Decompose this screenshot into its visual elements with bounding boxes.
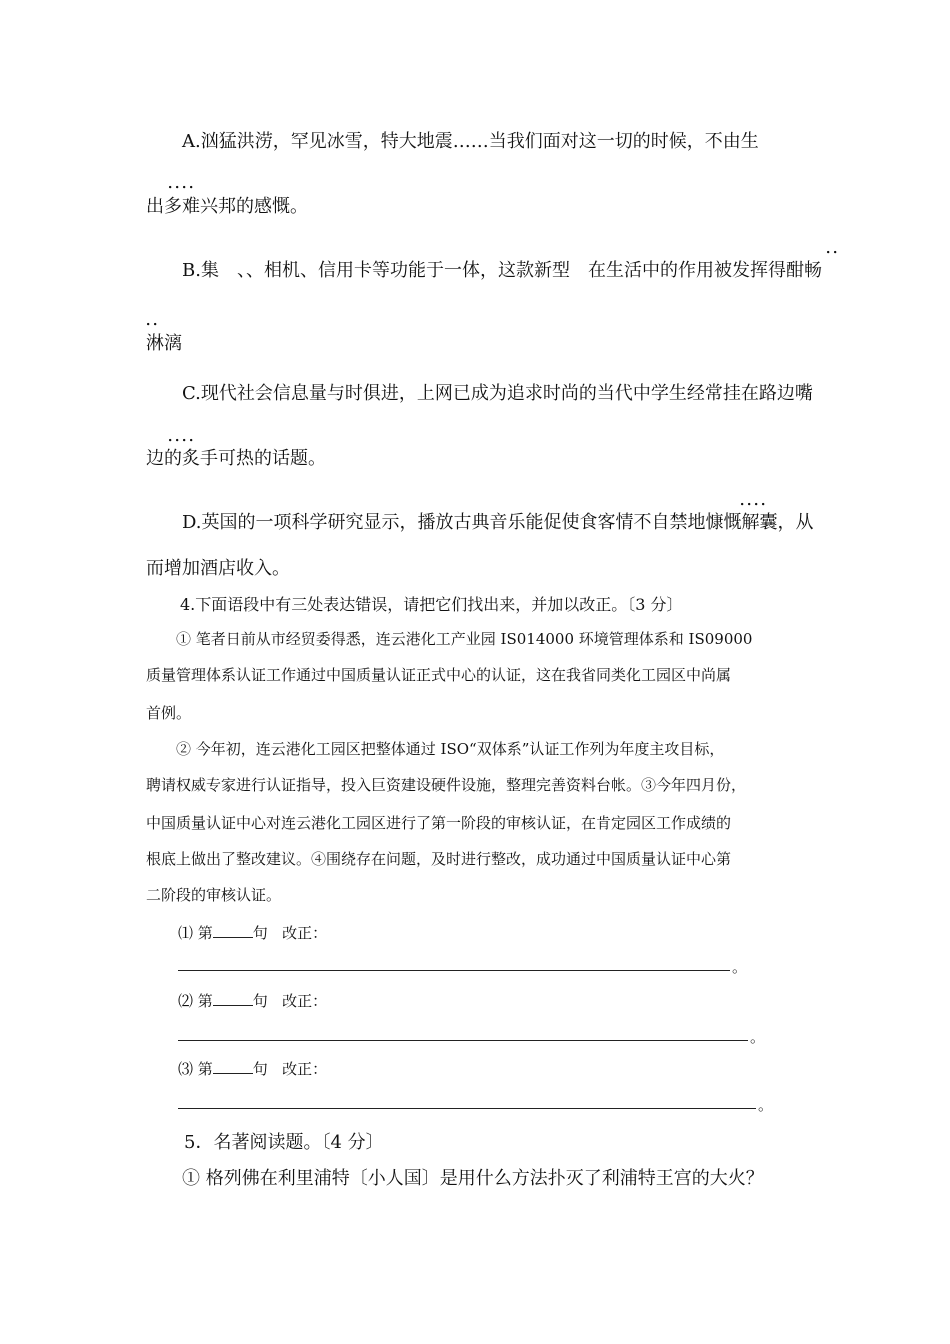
answer-2-number: ⑵ 第 xyxy=(178,992,213,1010)
answer-2-line[interactable] xyxy=(178,1040,748,1041)
paragraph-1-line1: ① 笔者日前从市经贸委得悉，连云港化工产业园 IS014000 环境管理体系和 IS09000 xyxy=(176,630,753,648)
answer-1-blank[interactable] xyxy=(213,923,253,938)
option-d-line2: 而增加酒店收入。 xyxy=(146,558,290,579)
paragraph-1-line3: 首例。 xyxy=(146,704,192,722)
answer-3-line[interactable] xyxy=(178,1108,756,1109)
emphasis-dots-kangkaijienang: ．．．． xyxy=(740,493,775,509)
option-d-line1: D.英国的一项科学研究显示，播放古典音乐能促使食客情不自禁地慷慨解囊，从 xyxy=(182,512,814,533)
answer-1-fix-label: 改正： xyxy=(282,924,328,942)
question-5-title: 5．名著阅读题。〔4 分〕 xyxy=(184,1132,384,1153)
answer-1-prompt xyxy=(178,922,327,943)
option-c-line2: 边的炙手可热的话题。 xyxy=(146,448,326,469)
paragraph-2-line2: 聘请权威专家进行认证指导，投入巨资建设硬件设施，整理完善资料台帐。③今年四月份， xyxy=(146,776,747,794)
paragraph-2-line1: ② 今年初，连云港化工园区把整体通过 ISO“双体系”认证工作列为年度主攻目标， xyxy=(176,740,725,758)
question-5-item-1: ① 格列佛在利里浦特〔小人国〕是用什么方法扑灭了利浦特王宫的大火？ xyxy=(182,1168,764,1189)
emphasis-dots-duonanxingbang: ．．．． xyxy=(168,176,203,192)
paragraph-2-line4: 根底上做出了整改建议。④围绕存在问题，及时进行整改，成功通过中国质量认证中心第 xyxy=(146,850,732,868)
answer-1-number: ⑴ 第 xyxy=(178,924,213,942)
answer-2-period: 。 xyxy=(750,1028,766,1046)
answer-1-period: 。 xyxy=(732,958,748,976)
emphasis-dots-zhishoukere: ．．．． xyxy=(168,429,203,445)
answer-2-prompt xyxy=(178,990,327,1011)
answer-1-sentence: 句 xyxy=(252,924,268,942)
answer-3-blank[interactable] xyxy=(213,1059,253,1074)
option-a-line2: 出多难兴邦的感慨。 xyxy=(146,196,308,217)
answer-1-line[interactable] xyxy=(178,970,730,971)
answer-2-fix-label: 改正： xyxy=(282,992,328,1010)
paragraph-2-line5: 二阶段的审核认证。 xyxy=(146,886,282,904)
answer-2-blank[interactable] xyxy=(213,991,253,1006)
emphasis-dots-linli: ．． xyxy=(146,313,167,329)
answer-3-fix-label: 改正： xyxy=(282,1060,328,1078)
emphasis-dots-hanchang: ．． xyxy=(826,241,847,257)
option-a-line1: A.汹猛洪涝，罕见冰雪，特大地震……当我们面对这一切的时候，不由生 xyxy=(182,131,759,152)
answer-3-sentence: 句 xyxy=(252,1060,268,1078)
paragraph-1-line2: 质量管理体系认证工作通过中国质量认证正式中心的认证，这在我省同类化工园区中尚属 xyxy=(146,666,732,684)
option-b-line1: B.集 、、相机、信用卡等功能于一体，这款新型 在生活中的作用被发挥得酣畅 xyxy=(182,260,822,281)
answer-3-period: 。 xyxy=(758,1096,774,1114)
option-b-line2: 淋漓 xyxy=(146,333,182,354)
question-4-title: 4.下面语段中有三处表达错误，请把它们找出来，并加以改正。〔3 分〕 xyxy=(180,595,683,614)
option-c-line1: C.现代社会信息量与时俱进，上网已成为追求时尚的当代中学生经常挂在路边嘴 xyxy=(182,383,813,404)
answer-2-sentence: 句 xyxy=(252,992,268,1010)
answer-3-prompt xyxy=(178,1058,327,1079)
answer-3-number: ⑶ 第 xyxy=(178,1060,213,1078)
paragraph-2-line3: 中国质量认证中心对连云港化工园区进行了第一阶段的审核认证，在肯定园区工作成绩的 xyxy=(146,814,732,832)
